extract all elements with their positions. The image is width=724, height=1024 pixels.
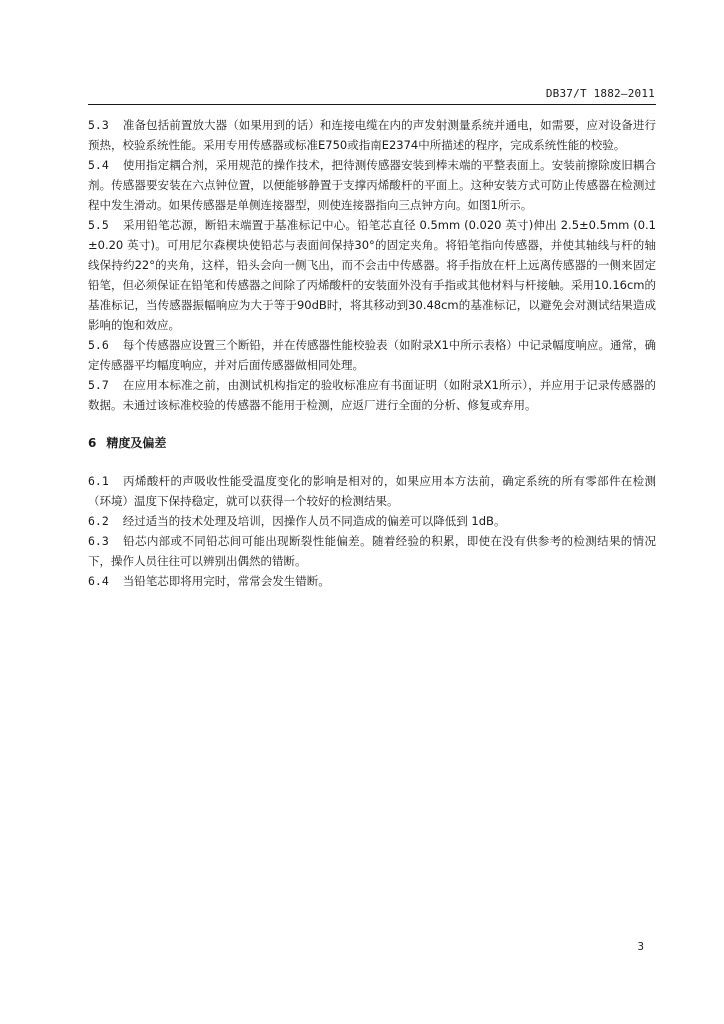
clause-number: 5.6 <box>88 338 109 352</box>
header-rule <box>88 104 656 105</box>
clause-6-1 <box>88 471 656 511</box>
clause-number: 6.1 <box>88 474 109 488</box>
standard-code: DB37/T 1882—2011 <box>545 87 655 100</box>
clause-text: 准备包括前置放大器（如果用到的话）和连接电缆在内的声发射测量系统并通电，如需要，应对设备进行预热，校验系统性能。采用专用传感器或标准E750或指南E2374中所描述的程序，完成系统性能的校验。 <box>88 118 656 152</box>
clause-number: 5.7 <box>88 378 109 392</box>
clause-text: 经过适当的技术处理及培训，因操作人员不同造成的偏差可以降低到 1dB。 <box>122 514 506 528</box>
clause-5-5 <box>88 215 656 335</box>
clause-text: 每个传感器应设置三个断铅，并在传感器性能校验表（如附录X1中所示表格）中记录幅度响应。通常，确定传感器平均幅度响应，并对后面传感器做相同处理。 <box>88 338 656 372</box>
page-number: 3 <box>637 941 644 953</box>
clause-number: 6.3 <box>88 534 109 548</box>
clause-number: 5.5 <box>88 218 109 232</box>
section-number: 6 <box>88 436 97 450</box>
clause-6-4 <box>88 571 656 591</box>
section-title: 精度及偏差 <box>106 436 167 450</box>
clause-text: 丙烯酸杆的声吸收性能受温度变化的影响是相对的，如果应用本方法前，确定系统的所有零部件在检测（环境）温度下保持稳定，就可以获得一个较好的检测结果。 <box>88 474 656 508</box>
clause-5-6 <box>88 335 656 375</box>
clause-number: 6.4 <box>88 574 109 588</box>
clause-number: 5.4 <box>88 158 109 172</box>
clause-number: 5.3 <box>88 118 109 132</box>
section-heading-6 <box>88 433 656 453</box>
clause-5-3 <box>88 115 656 155</box>
clause-text: 铅芯内部或不同铅芯间可能出现断裂性能偏差。随着经验的积累，即使在没有供参考的检测结果的情况下，操作人员往往可以辨别出偶然的错断。 <box>88 534 656 568</box>
clause-text: 在应用本标准之前，由测试机构指定的验收标准应有书面证明（如附录X1所示），并应用于记录传感器的数据。未通过该标准校验的传感器不能用于检测，应返厂进行全面的分析、修复或弃用。 <box>88 378 656 412</box>
clause-6-3 <box>88 531 656 571</box>
document-body <box>88 115 656 591</box>
clause-6-2 <box>88 511 656 531</box>
clause-number: 6.2 <box>88 514 109 528</box>
clause-5-4 <box>88 155 656 215</box>
clause-text: 采用铅笔芯源，断铅末端置于基准标记中心。铅笔芯直径 0.5mm (0.020 英寸)伸出 2.5±0.5mm (0.1 ±0.20 英寸)。可用尼尔森楔块使铅芯与表面间保持30°的固定夹角。将铅笔指向传感器，并使其轴线与杆的轴线保持约22°的夹角，这样，铅头会向一侧飞出，而不会击中传感器。将手指放在杆上远离传感器的一侧来固定铅笔，但必须保证在铅笔和传感器之间除了丙烯酸杆的安装面外没有手指或其他材料与杆接触。采用10.16cm的基准标记，当传感器振幅响应为大于等于90dB时，将其移动到30.48cm的基准标记，以避免会对测试结果造成影响的饱和效应。 <box>88 218 656 332</box>
clause-text: 当铅笔芯即将用完时，常常会发生错断。 <box>122 574 330 588</box>
clause-text: 使用指定耦合剂，采用规范的操作技术，把待测传感器安装到棒末端的平整表面上。安装前擦除废旧耦合剂。传感器要安装在六点钟位置，以便能够静置于支撑丙烯酸杆的平面上。这种安装方式可防止传感器在检测过程中发生滑动。如果传感器是单侧连接器型，则使连接器指向三点钟方向。如图1所示。 <box>88 158 656 212</box>
clause-5-7 <box>88 375 656 415</box>
